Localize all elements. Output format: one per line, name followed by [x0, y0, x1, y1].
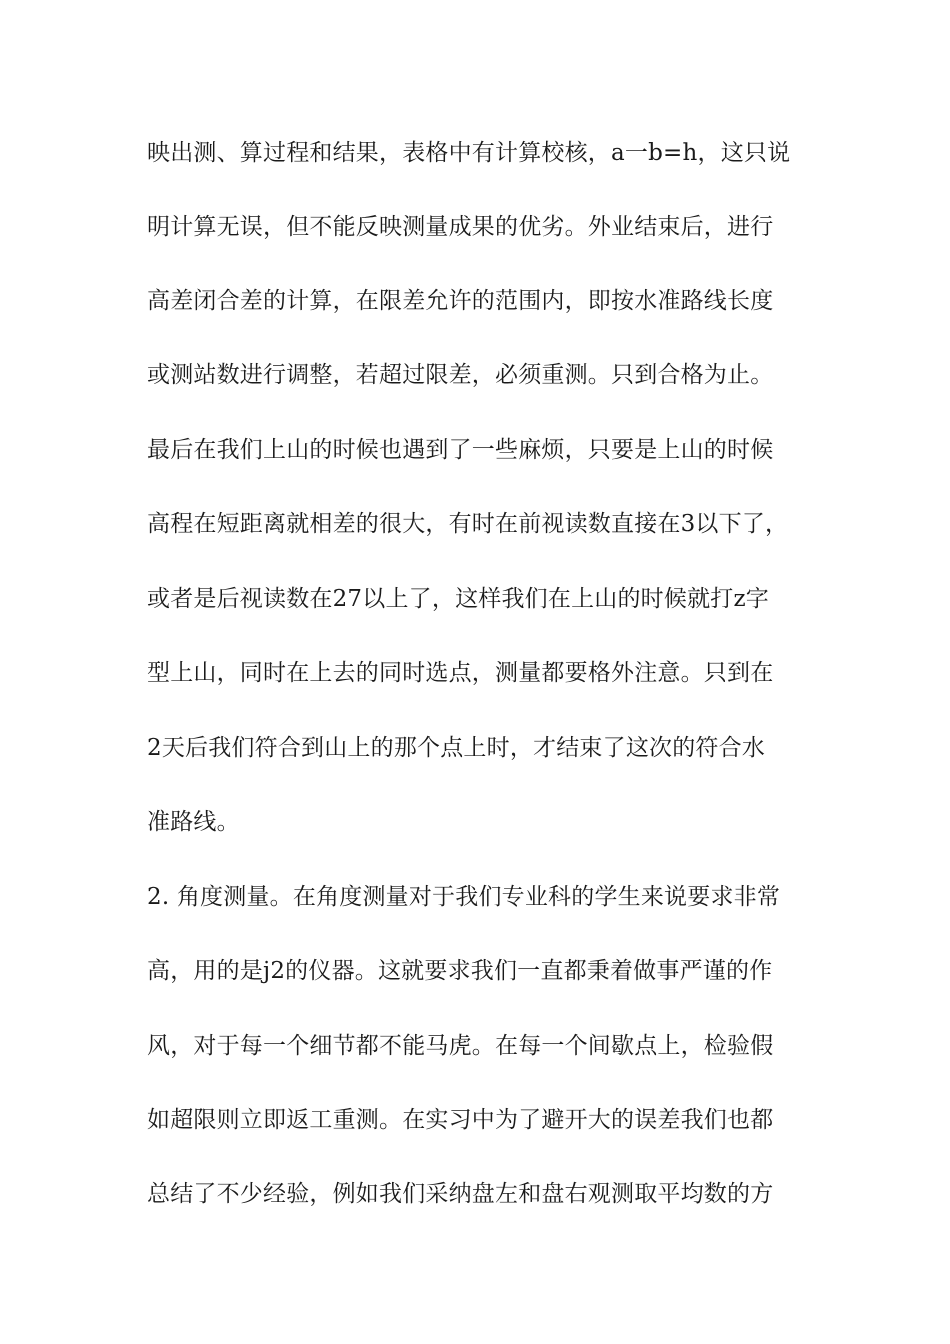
text-line: 高程在短距离就相差的很大，有时在前视读数直接在3以下了， [147, 511, 789, 537]
text-line: 高差闭合差的计算，在限差允许的范围内，即按水准路线长度 [147, 288, 774, 314]
text-line: 最后在我们上山的时候也遇到了一些麻烦，只要是上山的时候 [147, 437, 774, 463]
text-line: 如超限则立即返工重测。在实习中为了避开大的误差我们也都 [147, 1107, 774, 1133]
text-line: 明计算无误，但不能反映测量成果的优劣。外业结束后，进行 [147, 214, 774, 240]
text-line: 或者是后视读数在27以上了，这样我们在上山的时候就打z字 [147, 586, 769, 612]
text-line: 2天后我们符合到山上的那个点上时，才结束了这次的符合水 [147, 735, 766, 761]
text-line: 总结了不少经验，例如我们采纳盘左和盘右观测取平均数的方 [147, 1181, 774, 1207]
text-line: 映出测、算过程和结果，表格中有计算校核，a一b=h，这只说 [147, 140, 791, 166]
text-line: 准路线。 [147, 809, 240, 835]
text-line: 高，用的是j2的仪器。这就要求我们一直都秉着做事严谨的作 [147, 958, 773, 984]
text-line: 型上山，同时在上去的同时选点，测量都要格外注意。只到在 [147, 660, 774, 686]
text-line: 风，对于每一个细节都不能马虎。在每一个间歇点上，检验假 [147, 1033, 774, 1059]
text-line: 或测站数进行调整，若超过限差，必须重测。只到合格为止。 [147, 362, 774, 388]
text-line: 2. 角度测量。在角度测量对于我们专业科的学生来说要求非常 [147, 884, 781, 910]
